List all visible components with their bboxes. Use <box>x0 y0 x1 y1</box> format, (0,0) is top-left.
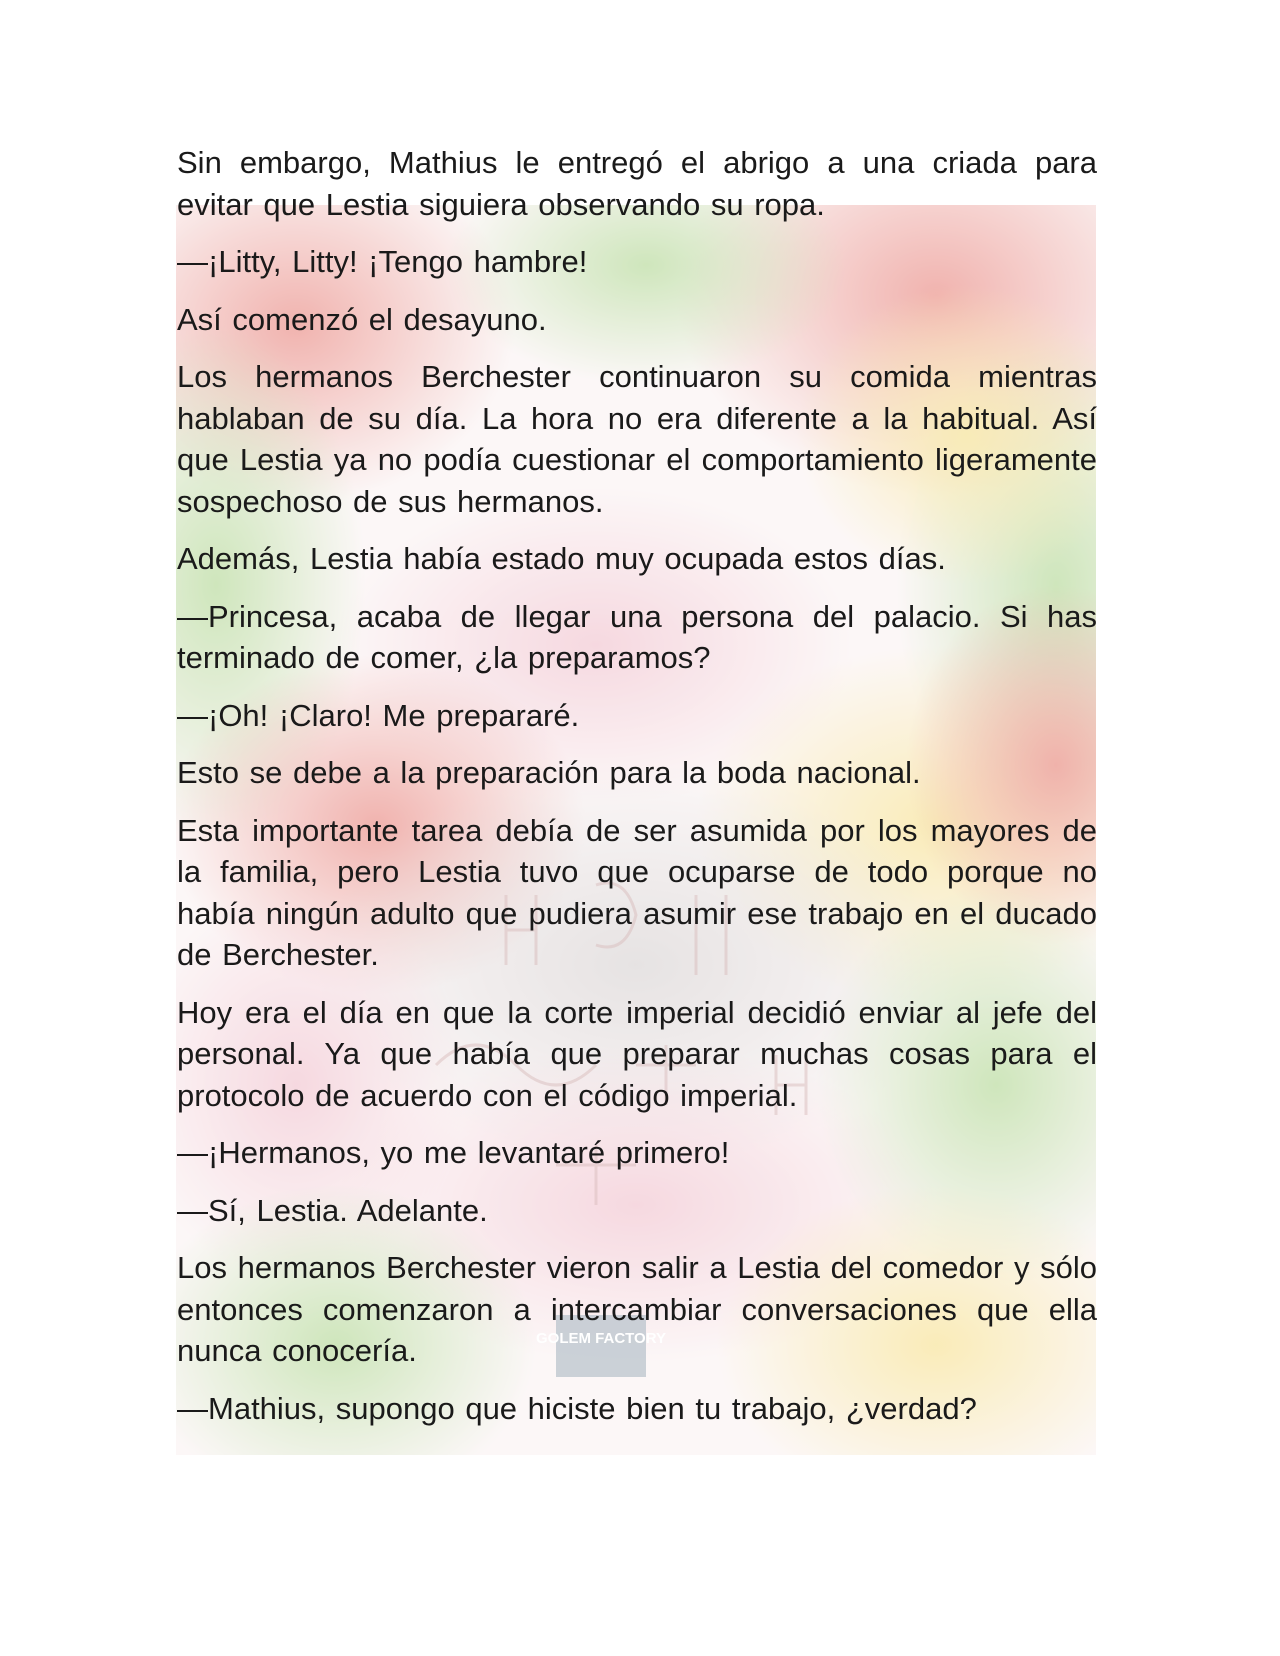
paragraph: —¡Hermanos, yo me levantaré primero! <box>177 1135 730 1170</box>
document-body <box>177 142 1097 1429</box>
paragraph: —Sí, Lestia. Adelante. <box>177 1192 488 1228</box>
paragraph: —Mathius, supongo que hiciste bien tu trabajo, ¿verdad? <box>177 1390 977 1426</box>
paragraph: Sin embargo, Mathius le entregó el abrigo a una criada para evitar que Lestia siguiera observando su ropa. <box>177 145 1097 222</box>
paragraph: Hoy era el día en que la corte imperial decidió enviar al jefe del personal. Ya que había que preparar muchas cosas para el protocolo de acuerdo con el código imperial. <box>177 994 1097 1113</box>
paragraph: —Princesa, acaba de llegar una persona del palacio. Si has terminado de comer, ¿la preparamos? <box>177 598 1097 675</box>
paragraph: Esta importante tarea debía de ser asumida por los mayores de la familia, pero Lestia tuvo que ocuparse de todo porque no había ningún adulto que pudiera asumir ese trabajo en el ducado de Berchester. <box>177 812 1097 972</box>
paragraph: Los hermanos Berchester vieron salir a Lestia del comedor y sólo entonces comenzaron a intercambiar conversaciones que ella nunca conocería. <box>177 1250 1097 1368</box>
watermark-logo-text: GOLEM FACTORY <box>535 1330 667 1347</box>
paragraph: Los hermanos Berchester continuaron su comida mientras hablaban de su día. La hora no era diferente a la habitual. Así que Lestia ya no podía cuestionar el comportamiento ligeramente sospechoso de sus hermanos. <box>177 359 1097 519</box>
paragraph: —¡Oh! ¡Claro! Me prepararé. <box>177 697 580 733</box>
paragraph: Además, Lestia había estado muy ocupada estos días. <box>177 541 946 576</box>
paragraph: Así comenzó el desayuno. <box>177 301 547 337</box>
paragraph: Esto se debe a la preparación para la boda nacional. <box>177 755 921 790</box>
paragraph: —¡Litty, Litty! ¡Tengo hambre! <box>177 244 588 279</box>
